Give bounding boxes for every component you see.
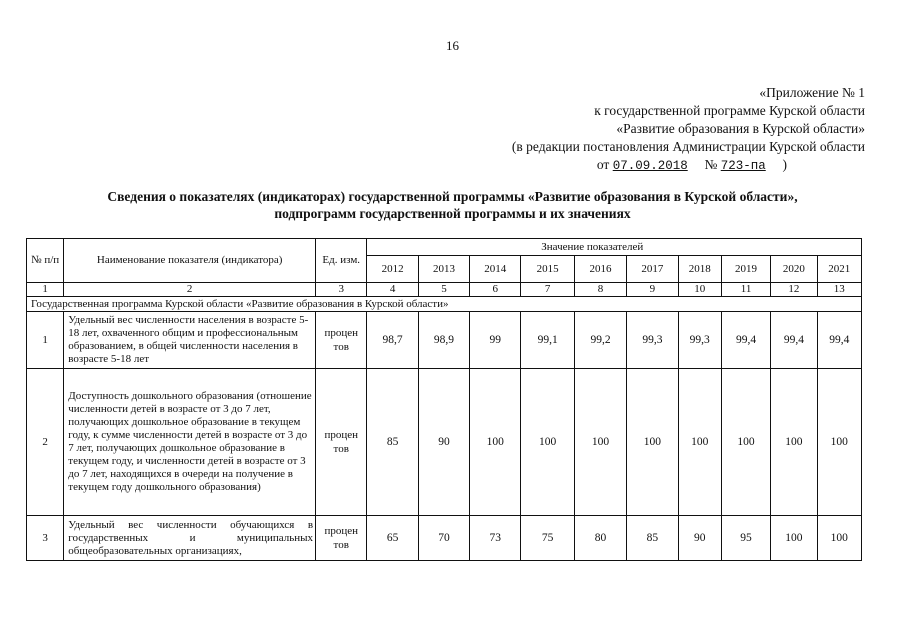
value-cell: 100: [817, 516, 861, 561]
table-row: [27, 312, 862, 369]
header-values-group-end: [817, 239, 861, 256]
value-cell: 99: [470, 312, 521, 369]
decree-number: 723-па: [720, 159, 766, 173]
header-num: № п/п: [27, 239, 64, 283]
value-cell: 99,4: [771, 312, 817, 369]
header-year: 2021: [817, 256, 861, 283]
program-row: [27, 297, 862, 312]
value-cell: 99,3: [627, 312, 678, 369]
column-number: 10: [678, 283, 721, 297]
indicators-table: [26, 238, 862, 561]
header-year: 2019: [721, 256, 770, 283]
from-label: от: [596, 157, 610, 172]
unit-cell: процен тов: [316, 312, 367, 369]
column-number: 9: [627, 283, 678, 297]
appendix-header: [445, 84, 865, 175]
value-cell: 99,1: [521, 312, 574, 369]
value-cell: 80: [574, 516, 626, 561]
appendix-line-3: «Развитие образования в Курской области»: [616, 121, 865, 136]
appendix-line-4: (в редакции постановления Администрации Курской области: [511, 139, 865, 154]
value-cell: 100: [678, 369, 721, 516]
value-cell: 85: [627, 516, 678, 561]
value-cell: 75: [521, 516, 574, 561]
value-cell: 70: [418, 516, 469, 561]
value-cell: 100: [470, 369, 521, 516]
value-cell: 100: [771, 516, 817, 561]
column-number: 13: [817, 283, 861, 297]
value-cell: 65: [367, 516, 418, 561]
header-values-group: Значение показателей: [367, 239, 817, 256]
column-number: 3: [316, 283, 367, 297]
number-label: №: [704, 157, 718, 172]
header-name: Наименование показателя (индикатора): [64, 239, 316, 283]
value-cell: 100: [574, 369, 626, 516]
row-number: 1: [27, 312, 64, 369]
close-paren: ): [782, 157, 787, 172]
column-number: 4: [367, 283, 418, 297]
column-number: 7: [521, 283, 574, 297]
column-number: 6: [470, 283, 521, 297]
value-cell: 85: [367, 369, 418, 516]
appendix-line-2: к государственной программе Курской области: [594, 103, 865, 118]
value-cell: 99,2: [574, 312, 626, 369]
value-cell: 73: [470, 516, 521, 561]
value-cell: 99,4: [817, 312, 861, 369]
column-number: 8: [574, 283, 626, 297]
decree-date: 07.09.2018: [612, 159, 688, 173]
header-year: 2013: [418, 256, 469, 283]
value-cell: 99,4: [721, 312, 770, 369]
row-number: 3: [27, 516, 64, 561]
value-cell: 100: [521, 369, 574, 516]
header-year: 2012: [367, 256, 418, 283]
column-number: 11: [721, 283, 770, 297]
value-cell: 100: [771, 369, 817, 516]
header-year: 2015: [521, 256, 574, 283]
table-header-row-1: [27, 239, 862, 256]
row-number: 2: [27, 369, 64, 516]
value-cell: 90: [678, 516, 721, 561]
table-row: [27, 516, 862, 561]
indicator-name: Доступность дошкольного образования (отношение численности детей в возрасте от 3 до 7 лет, получающих дошкольное образование в текущем году, к сумме численности детей в возрасте от 3 до 7 лет, получающих дошкольное образование в текущем году, и численности детей в возрасте от 3 до 7 лет, находящихся в очереди на получение в текущем году дошкольного образования): [64, 369, 316, 516]
unit-cell: процен тов: [316, 516, 367, 561]
table-row: [27, 369, 862, 516]
title-line-1: Сведения о показателях (индикаторах) государственной программы «Развитие образования в Курской области»,: [107, 189, 798, 204]
header-year: 2020: [771, 256, 817, 283]
indicator-name: Удельный вес численности населения в возрасте 5-18 лет, охваченного общим и профессиональным образованием, в общей численности населения в возрасте 5-18 лет: [64, 312, 316, 369]
header-unit: Ед. изм.: [316, 239, 367, 283]
header-year: 2014: [470, 256, 521, 283]
indicator-name: Удельный вес численности обучающихся в государственных и муниципальных общеобразовательных организациях,: [64, 516, 316, 561]
value-cell: 100: [817, 369, 861, 516]
value-cell: 95: [721, 516, 770, 561]
column-numbers-row: [27, 283, 862, 297]
value-cell: 98,7: [367, 312, 418, 369]
title-line-2: подпрограмм государственной программы и их значениях: [274, 206, 631, 221]
header-year: 2017: [627, 256, 678, 283]
appendix-date-line: [445, 156, 865, 175]
document-title: [30, 188, 875, 222]
value-cell: 98,9: [418, 312, 469, 369]
page-number: 16: [446, 38, 459, 53]
program-title: Государственная программа Курской области «Развитие образования в Курской области»: [27, 297, 862, 312]
header-year: 2016: [574, 256, 626, 283]
value-cell: 100: [627, 369, 678, 516]
column-number: 1: [27, 283, 64, 297]
header-year: 2018: [678, 256, 721, 283]
column-number: 5: [418, 283, 469, 297]
value-cell: 100: [721, 369, 770, 516]
column-number: 12: [771, 283, 817, 297]
value-cell: 99,3: [678, 312, 721, 369]
unit-cell: процен тов: [316, 369, 367, 516]
value-cell: 90: [418, 369, 469, 516]
column-number: 2: [64, 283, 316, 297]
appendix-line-1: «Приложение № 1: [759, 85, 865, 100]
